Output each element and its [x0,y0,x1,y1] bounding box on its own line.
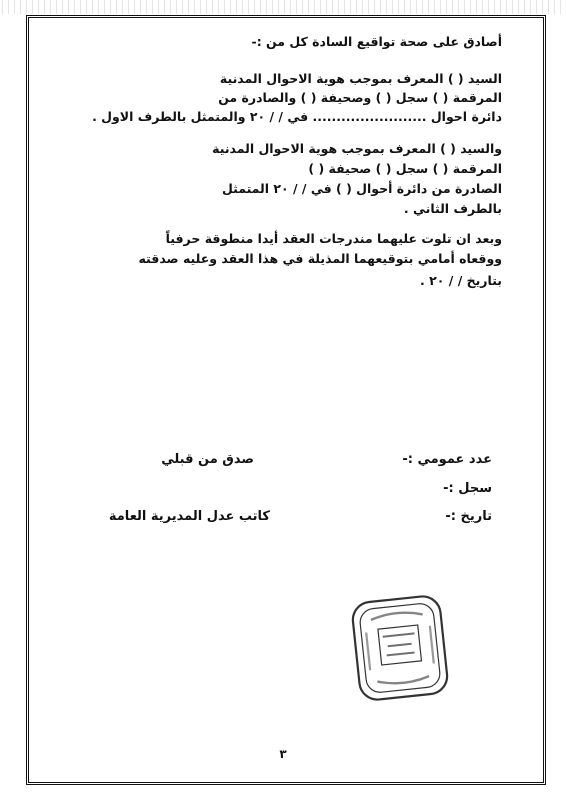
party2-line1: والسيد ( ) المعرف بموجب هوية الاحوال المدنية [212,141,502,156]
statement-line1: وبعد ان تلوت عليهما مندرجات العقد أيدا منطوقة حرفياً [165,231,502,246]
intro-line: أصادق على صحة تواقيع السادة كل من :- [251,34,502,49]
party1-line1: السيد ( ) المعرف بموجب هوية الاحوال المدنية [219,71,502,86]
party1-line2: المرقمة ( ) سجل ( ) وصحيفة ( ) والصادرة من [218,90,502,105]
date-label: تاريخ :- [445,509,492,524]
party1-line3: دائرة احوال ........................ في / / ٢٠ والمتمثل بالطرف الاول . [92,109,502,124]
document-border [26,15,546,785]
general-number-label: عدد عمومي :- [402,452,492,467]
party2-line2: المرقمة ( ) سجل ( ) صحيفة ( ) [308,161,502,176]
statement-line3: بتاريخ / / ٢٠ . [420,273,502,288]
scan-edge-artifact [0,0,566,14]
party2-line4: بالطرف الثاني . [403,201,502,216]
party2-line3: الصادرة من دائرة أحوال ( ) في / / ٢٠ المتمثل [221,181,502,196]
register-label: سجل :- [443,481,492,496]
statement-line2: ووقعاه أمامي بتوقيعهما المذيلة في هذا العقد وعليه صدقته [138,251,502,266]
official-seal-icon [344,589,456,707]
page-number: ٣ [279,747,287,761]
notary-clerk-label: كاتب عدل المديرية العامة [108,509,270,524]
certified-by-label: صدق من قبلي [161,452,254,467]
